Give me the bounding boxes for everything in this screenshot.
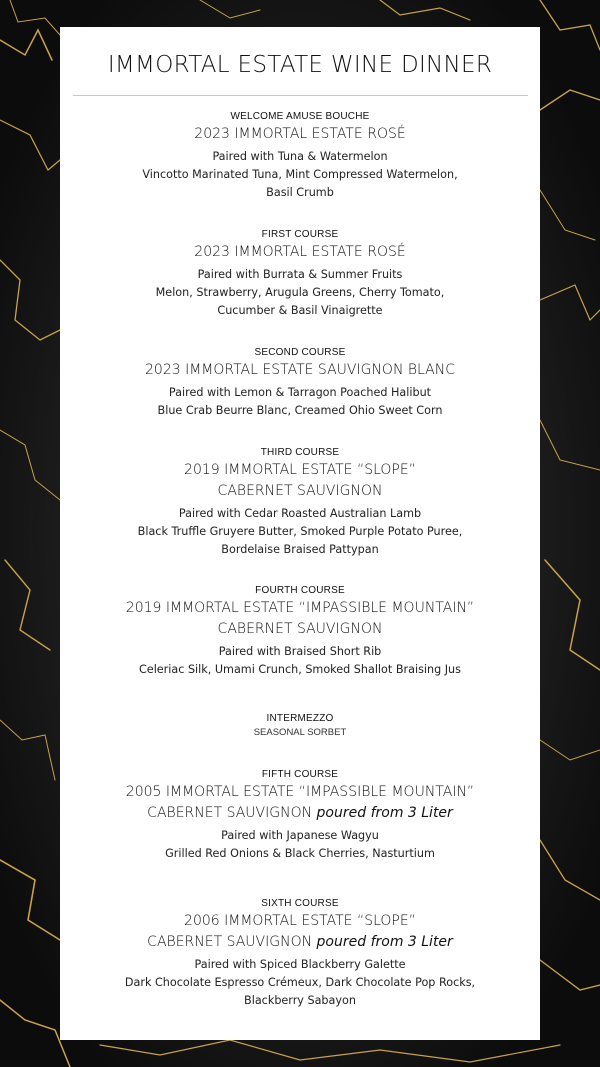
course-label: SECOND COURSE — [254, 347, 346, 358]
pairing-text — [60, 384, 540, 420]
title-divider — [73, 95, 528, 96]
wine-name: 2023 IMMORTAL ESTATE ROSÉ — [194, 244, 406, 260]
course-fifth — [60, 768, 540, 863]
detail-line: Dark Chocolate Espresso Crémeux, Dark Chocolate Pop Rocks, — [124, 976, 476, 989]
detail-line: Blue Crab Beurre Blanc, Creamed Ohio Sweet Corn — [157, 404, 443, 417]
detail-line: Vincotto Marinated Tuna, Mint Compressed Watermelon, — [142, 168, 458, 181]
pairing-text — [60, 956, 540, 1010]
wine-name — [60, 782, 540, 824]
wine-varietal: CABERNET SAUVIGNON — [147, 805, 313, 821]
course-label: FIRST COURSE — [261, 229, 339, 240]
wine-line: 2006 IMMORTAL ESTATE “SLOPE” — [184, 913, 416, 929]
pairing-line: Paired with Burrata & Summer Fruits — [197, 268, 403, 281]
wine-varietal: CABERNET SAUVIGNON — [147, 934, 313, 950]
pairing-text — [60, 827, 540, 863]
pairing-line: Paired with Japanese Wagyu — [221, 829, 379, 842]
course-intermezzo — [60, 712, 540, 740]
wine-format-note: poured from 3 Liter — [316, 805, 453, 821]
wine-line — [60, 932, 540, 953]
course-fourth — [60, 584, 540, 679]
course-label: FOURTH COURSE — [255, 585, 345, 596]
menu-card — [60, 27, 540, 1040]
wine-line: CABERNET SAUVIGNON — [217, 483, 383, 499]
detail-line: Celeriac Silk, Umami Crunch, Smoked Shallot Braising Jus — [139, 663, 461, 676]
detail-line: Black Truffle Gruyere Butter, Smoked Purple Potato Puree, — [137, 525, 463, 538]
wine-line: 2019 IMMORTAL ESTATE “IMPASSIBLE MOUNTAIN” — [125, 600, 475, 616]
detail-line: Blackberry Sabayon — [244, 994, 356, 1007]
pairing-text — [60, 148, 540, 202]
course-third — [60, 446, 540, 559]
wine-name — [60, 460, 540, 502]
detail-line: Bordelaise Braised Pattypan — [221, 543, 379, 556]
pairing-text — [60, 266, 540, 320]
detail-line: Melon, Strawberry, Arugula Greens, Cherry Tomato, — [155, 286, 445, 299]
course-label: FIFTH COURSE — [261, 769, 339, 780]
wine-name — [60, 911, 540, 953]
pairing-text — [60, 505, 540, 559]
pairing-line: Paired with Lemon & Tarragon Poached Halibut — [168, 386, 432, 399]
menu-title: IMMORTAL ESTATE WINE DINNER — [107, 52, 493, 78]
course-sixth — [60, 897, 540, 1010]
course-label: INTERMEZZO — [266, 713, 334, 724]
pairing-line: Paired with Cedar Roasted Australian Lamb — [178, 507, 422, 520]
wine-format-note: poured from 3 Liter — [316, 934, 453, 950]
course-label: WELCOME AMUSE BOUCHE — [230, 111, 370, 122]
wine-name: 2023 IMMORTAL ESTATE ROSÉ — [194, 126, 406, 142]
detail-line: Basil Crumb — [266, 186, 334, 199]
detail-line: Grilled Red Onions & Black Cherries, Nasturtium — [165, 847, 435, 860]
wine-name — [60, 598, 540, 640]
wine-line: 2019 IMMORTAL ESTATE “SLOPE” — [184, 462, 416, 478]
course-second — [60, 346, 540, 420]
wine-name: 2023 IMMORTAL ESTATE SAUVIGNON BLANC — [145, 362, 455, 378]
course-first — [60, 228, 540, 320]
detail-line: Cucumber & Basil Vinaigrette — [217, 304, 383, 317]
course-welcome — [60, 110, 540, 202]
pairing-line: Paired with Tuna & Watermelon — [212, 150, 388, 163]
wine-line: CABERNET SAUVIGNON — [217, 621, 383, 637]
course-label: SIXTH COURSE — [261, 898, 339, 909]
course-label: THIRD COURSE — [260, 447, 340, 458]
pairing-line: Paired with Braised Short Rib — [218, 645, 382, 658]
pairing-line: Paired with Spiced Blackberry Galette — [194, 958, 406, 971]
pairing-text — [60, 643, 540, 679]
wine-line — [60, 803, 540, 824]
wine-line: 2005 IMMORTAL ESTATE “IMPASSIBLE MOUNTAIN” — [125, 784, 475, 800]
sorbet-text: SEASONAL SORBET — [253, 727, 347, 738]
